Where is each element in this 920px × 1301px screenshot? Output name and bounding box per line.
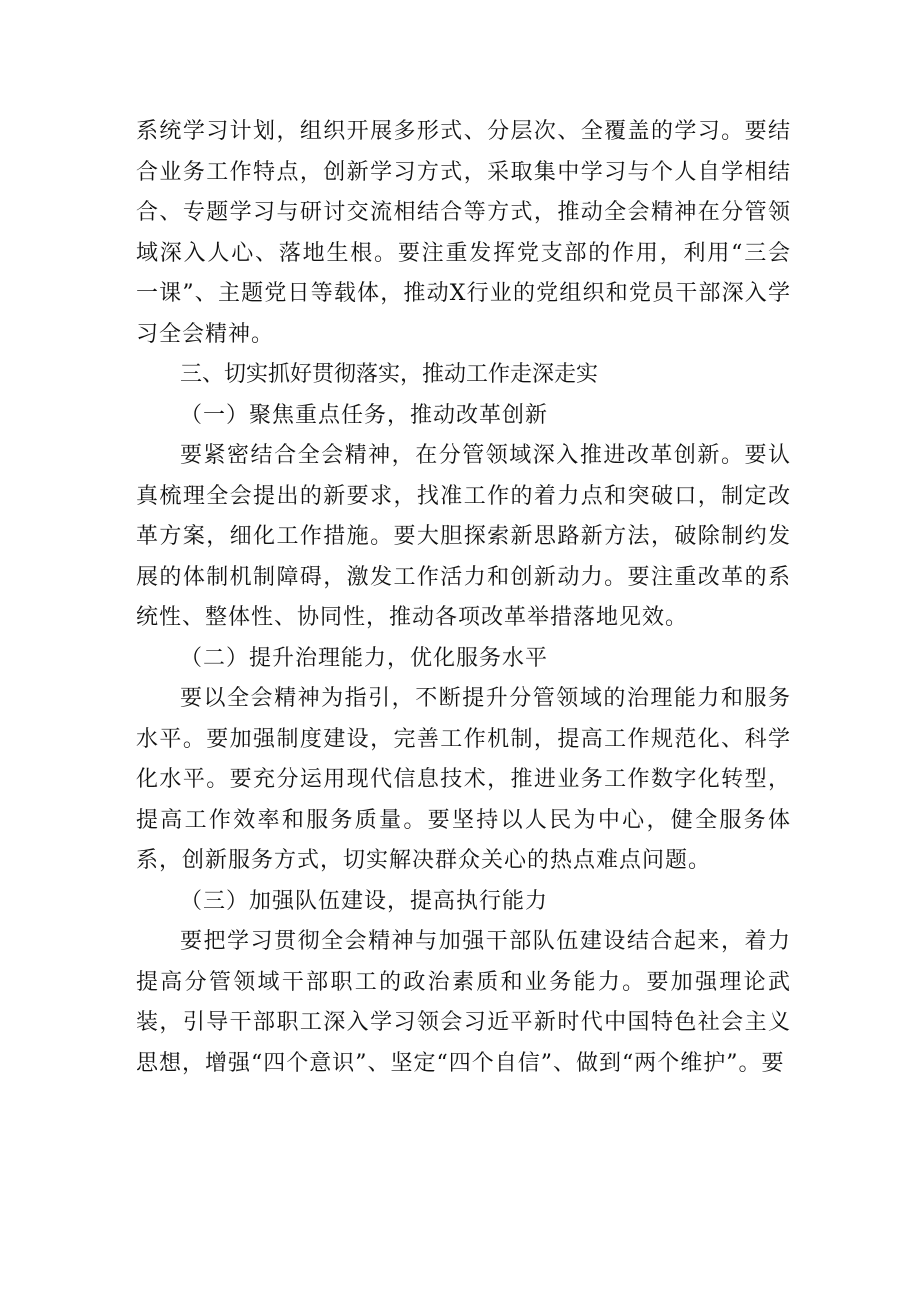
section-heading-3: 三、切实抓好贯彻落实，推动工作走深走实 [180,362,599,387]
subsection-body-3: 要把学习贯彻全会精神与加强干部队伍建设结合起来，着力提高分管领域干部职工的政治素质和业务能力。要加强理论武装，引导干部职工深入学习领会习近平新时代中国特色社会主义思想，增强“四个意识”、坚定“四个自信”、做到“两个维护”。要 [136,929,791,1076]
subsection-body-1: 要紧密结合全会精神，在分管领域深入推进改革创新。要认真梳理全会提出的新要求，找准工作的着力点和突破口，制定改革方案，细化工作措施。要大胆探索新思路新方法，破除制约发展的体制机制障碍，激发工作活力和创新动力。要注重改革的系统性、整体性、协同性，推动各项改革举措落地见效。 [136,443,791,630]
subsection-heading-2: （二）提升治理能力，优化服务水平 [180,645,549,671]
subsection-heading-3: （三）加强队伍建设，提高执行能力 [180,888,549,914]
subsection-body-2: 要以全会精神为指引，不断提升分管领域的治理能力和服务水平。要加强制度建设，完善工作机制，提高工作规范化、科学化水平。要充分运用现代信息技术，推进业务工作数字化转型，提高工作效率和服务质量。要坚持以人民为中心，健全服务体系，创新服务方式，切实解决群众关心的热点难点问题。 [136,686,791,873]
document-body [136,112,791,1084]
subsection-heading-1: （一）聚焦重点任务，推动改革创新 [180,402,549,428]
paragraph-continued: 系统学习计划，组织开展多形式、分层次、全覆盖的学习。要结合业务工作特点，创新学习方式，采取集中学习与个人自学相结合、专题学习与研讨交流相结合等方式，推动全会精神在分管领域深入人心、落地生根。要注重发挥党支部的作用，利用“三会一课”、主题党日等载体，推动X行业的党组织和党员干部深入学习全会精神。 [136,119,791,347]
